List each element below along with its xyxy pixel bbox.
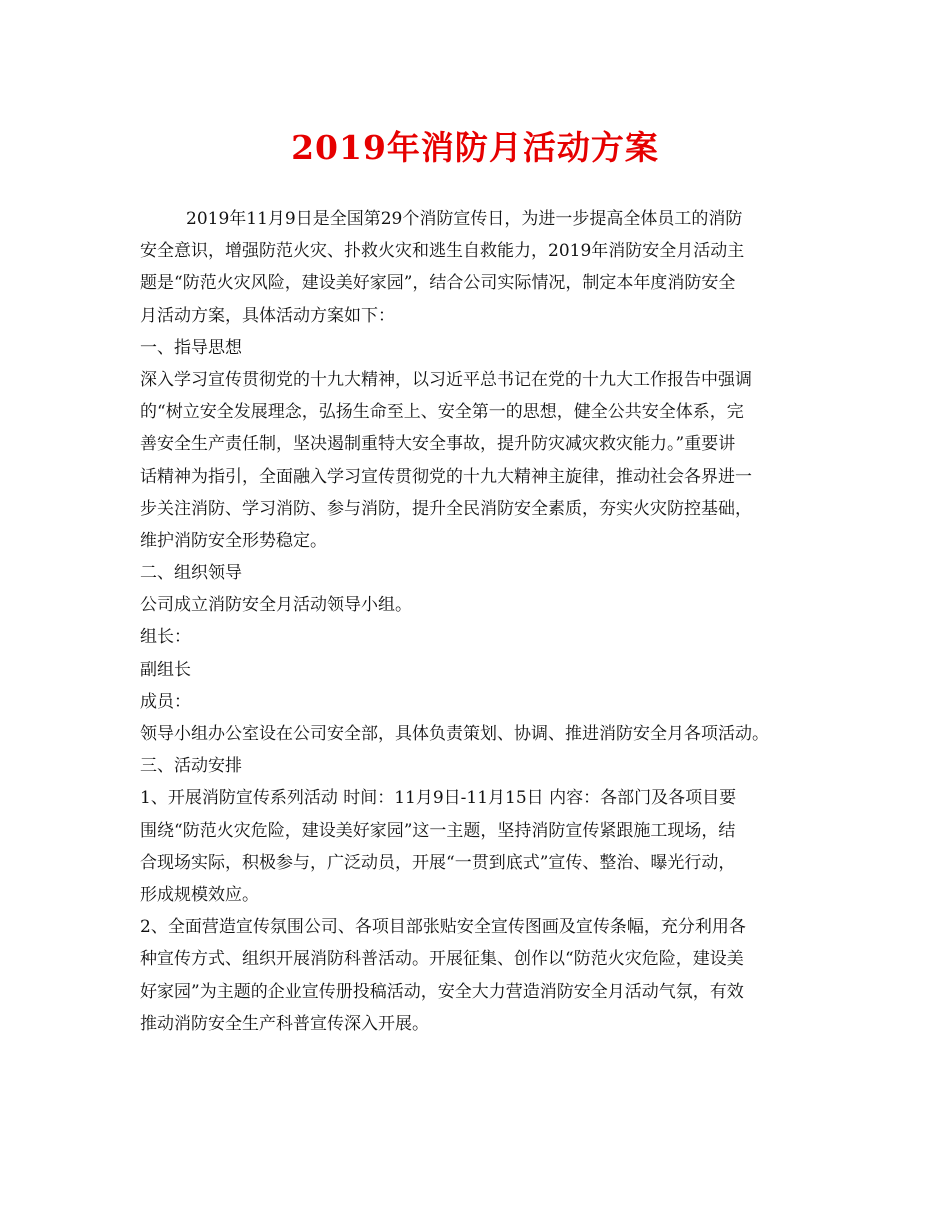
paragraph-line: 安全意识，增强防范火灾、扑救火灾和逃生自救能力，2019年消防安全月活动主	[140, 241, 745, 262]
paragraph-line: 成员：	[140, 691, 191, 712]
paragraph-line: 好家园”为主题的企业宣传册投稿活动，安全大力营造消防安全月活动气氛，有效	[140, 981, 744, 1002]
paragraph-line: 组长：	[140, 627, 191, 648]
paragraph-line: 月活动方案，具体活动方案如下：	[140, 305, 395, 326]
section-heading: 二、组织领导	[140, 563, 242, 584]
paragraph-line: 1、开展消防宣传系列活动 时间：11月9日-11月15日 内容：各部门及各项目要	[140, 788, 737, 809]
paragraph-line: 题是“防范火灾风险，建设美好家园”，结合公司实际情况，制定本年度消防安全	[140, 273, 736, 294]
paragraph-line: 维护消防安全形势稳定。	[140, 530, 327, 551]
document-body	[140, 203, 820, 1040]
paragraph-line: 2、全面营造宣传氛围公司、各项目部张贴安全宣传图画及宣传条幅，充分利用各	[140, 917, 746, 938]
paragraph-line: 形成规模效应。	[140, 884, 259, 905]
paragraph-line: 话精神为指引，全面融入学习宣传贯彻党的十九大精神主旋律，推动社会各界进一	[140, 466, 752, 487]
paragraph-line: 副组长	[140, 659, 191, 680]
paragraph-line: 领导小组办公室设在公司安全部，具体负责策划、协调、推进消防安全月各项活动。	[140, 724, 769, 744]
paragraph-line: 深入学习宣传贯彻党的十九大精神，以习近平总书记在党的十九大工作报告中强调	[140, 369, 752, 390]
paragraph-line: 围绕“防范火灾危险，建设美好家园”这一主题，坚持消防宣传紧跟施工现场，结	[140, 820, 736, 841]
paragraph-line: 种宣传方式、组织开展消防科普活动。开展征集、创作以“防范火灾危险，建设美	[140, 949, 744, 970]
paragraph-line: 推动消防安全生产科普宣传深入开展。	[140, 1013, 429, 1034]
paragraph-line: 的“树立安全发展理念，弘扬生命至上、安全第一的思想，健全公共安全体系，完	[140, 402, 744, 423]
paragraph-line: 合现场实际，积极参与，广泛动员，开展“一贯到底式”宣传、整治、曝光行动，	[140, 852, 736, 873]
paragraph-line: 公司成立消防安全月活动领导小组。	[140, 595, 412, 616]
paragraph-line: 2019年11月9日是全国第29个消防宣传日，为进一步提高全体员工的消防	[186, 209, 743, 229]
paragraph-line: 步关注消防、学习消防、参与消防，提升全民消防安全素质，夯实火灾防控基础，	[140, 498, 752, 519]
section-heading: 三、活动安排	[140, 756, 242, 777]
document-title: 2019年消防月活动方案	[291, 128, 659, 167]
paragraph-line: 善安全生产责任制，坚决遏制重特大安全事故，提升防灾减灾救灾能力。”重要讲	[140, 434, 736, 455]
section-heading: 一、指导思想	[140, 337, 242, 358]
